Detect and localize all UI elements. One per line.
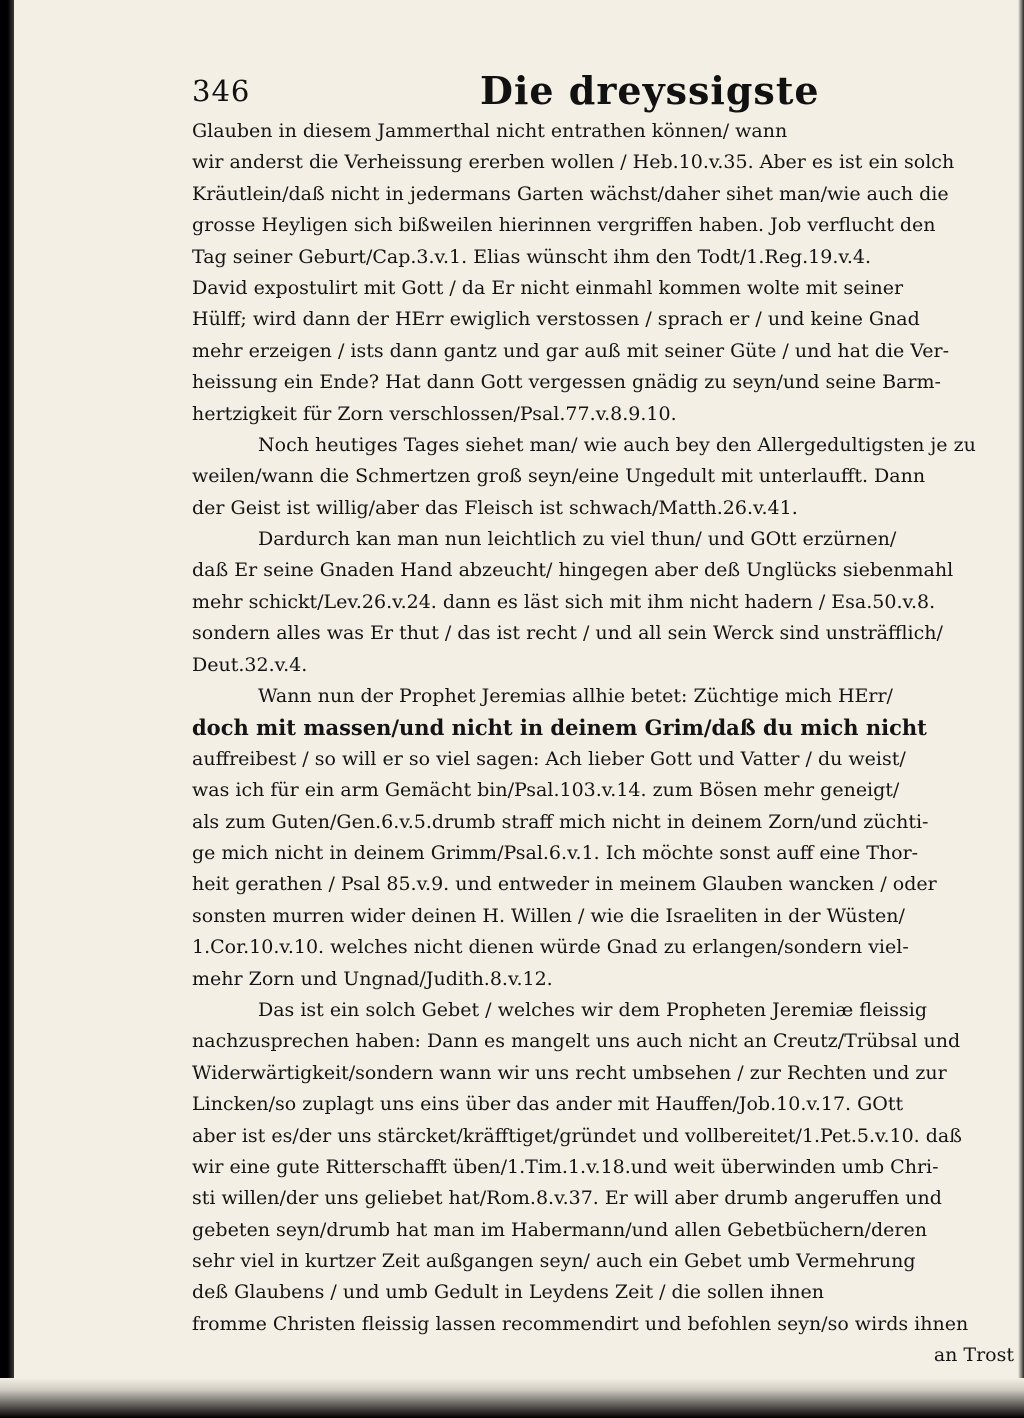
text-line: Widerwärtigkeit/sondern wann wir uns recht umbsehen / zur Rechten und zur xyxy=(192,1061,947,1084)
text-line: 1.Cor.10.v.10. welches nicht dienen würde Gnad zu erlangen/sondern viel- xyxy=(192,936,909,959)
text-line: wir eine gute Ritterschafft üben/1.Tim.1.v.18.und weit überwinden umb Chri- xyxy=(192,1155,939,1178)
page-number: 346 xyxy=(192,74,251,108)
text-line: heissung ein Ende? Hat dann Gott vergessen gnädig zu seyn/und seine Barm- xyxy=(192,371,941,394)
text-line: Kräutlein/daß nicht in jedermans Garten wächst/daher sihet man/wie auch die xyxy=(192,182,949,205)
paragraph-start-line: Wann nun der Prophet Jeremias allhie betet: Züchtige mich HErr/ xyxy=(258,685,893,708)
text-line: sti willen/der uns geliebet hat/Rom.8.v.37. Er will aber drumb angeruffen und xyxy=(192,1187,942,1210)
catchword: an Trost xyxy=(933,1344,1014,1367)
running-head: Die dreyssigste xyxy=(480,68,820,113)
paragraph-start-line: Das ist ein solch Gebet / welches wir dem Propheten Jeremiæ fleissig xyxy=(258,998,928,1021)
text-line-emphasis: doch mit massen/und nicht in deinem Grim/daß du mich nicht xyxy=(192,715,927,741)
text-line: fromme Christen fleissig lassen recommendirt und befohlen seyn/so wirds ihnen xyxy=(192,1312,969,1335)
text-line: deß Glaubens / und umb Gedult in Leydens Zeit / die sollen ihnen xyxy=(192,1281,824,1304)
text-line: heit gerathen / Psal 85.v.9. und entweder in meinem Glauben wancken / oder xyxy=(192,873,937,896)
text-line: nachzusprechen haben: Dann es mangelt uns auch nicht an Creutz/Trübsal und xyxy=(192,1030,961,1053)
text-line: sondern alles was Er thut / das ist recht / und all sein Werck sind unsträfflich/ xyxy=(192,622,943,645)
text-line: Tag seiner Geburt/Cap.3.v.1. Elias wünscht ihm den Todt/1.Reg.19.v.4. xyxy=(192,245,872,268)
text-line: was ich für ein arm Gemächt bin/Psal.103.v.14. zum Bösen mehr geneigt/ xyxy=(192,779,900,802)
text-line: daß Er seine Gnaden Hand abzeucht/ hingegen aber deß Unglücks siebenmahl xyxy=(192,559,954,582)
body-text xyxy=(192,116,1014,1372)
scan-edge-left xyxy=(0,0,14,1418)
text-line: Hülff; wird dann der HErr ewiglich verstossen / sprach er / und keine Gnad xyxy=(192,308,920,331)
text-line: Deut.32.v.4. xyxy=(192,653,308,676)
text-line: ge mich nicht in deinem Grimm/Psal.6.v.1. Ich möchte sonst auff eine Thor- xyxy=(192,841,919,864)
text-line: sonsten murren wider deinen H. Willen / wie die Israeliten in der Wüsten/ xyxy=(192,904,905,927)
text-line: gebeten seyn/drumb hat man im Habermann/und allen Gebetbüchern/deren xyxy=(192,1218,927,1241)
paragraph-start-line: Dardurch kan man nun leichtlich zu viel thun/ und GOtt erzürnen/ xyxy=(258,528,897,551)
text-line: mehr schickt/Lev.26.v.24. dann es läst sich mit ihm nicht hadern / Esa.50.v.8. xyxy=(192,590,936,613)
text-line: mehr Zorn und Ungnad/Judith.8.v.12. xyxy=(192,967,553,990)
text-line: weilen/wann die Schmertzen groß seyn/eine Ungedult mit unterlaufft. Dann xyxy=(192,465,926,488)
text-line: David expostulirt mit Gott / da Er nicht einmahl kommen wolte mit seiner xyxy=(192,276,904,299)
scan-edge-right xyxy=(1018,0,1024,1418)
text-line: mehr erzeigen / ists dann gantz und gar auß mit seiner Güte / und hat die Ver- xyxy=(192,339,950,362)
text-line: Glauben in diesem Jammerthal nicht entrathen können/ wann xyxy=(192,120,788,142)
text-line: sehr viel in kurtzer Zeit außgangen seyn/ auch ein Gebet umb Vermehrung xyxy=(192,1250,916,1273)
text-line: auffreibest / so will er so viel sagen: Ach lieber Gott und Vatter / du weist/ xyxy=(192,747,906,770)
text-line: Lincken/so zuplagt uns eins über das ander mit Hauffen/Job.10.v.17. GOtt xyxy=(192,1093,904,1116)
text-line: grosse Heyligen sich bißweilen hierinnen vergriffen haben. Job verflucht den xyxy=(192,214,936,237)
text-line: aber ist es/der uns stärcket/kräfftiget/gründet und vollbereitet/1.Pet.5.v.10. daß xyxy=(192,1124,962,1147)
text-line: wir anderst die Verheissung ererben wollen / Heb.10.v.35. Aber es ist ein solch xyxy=(192,151,955,174)
text-line: hertzigkeit für Zorn verschlossen/Psal.77.v.8.9.10. xyxy=(192,402,677,425)
text-line: als zum Guten/Gen.6.v.5.drumb straff mich nicht in deinem Zorn/und züchti- xyxy=(192,810,929,833)
text-line: der Geist ist willig/aber das Fleisch ist schwach/Matth.26.v.41. xyxy=(192,496,798,519)
page-header xyxy=(192,68,972,114)
scan-edge-bottom xyxy=(0,1378,1024,1418)
paragraph-start-line: Noch heutiges Tages siehet man/ wie auch bey den Allergedultigsten je zu xyxy=(258,433,976,456)
